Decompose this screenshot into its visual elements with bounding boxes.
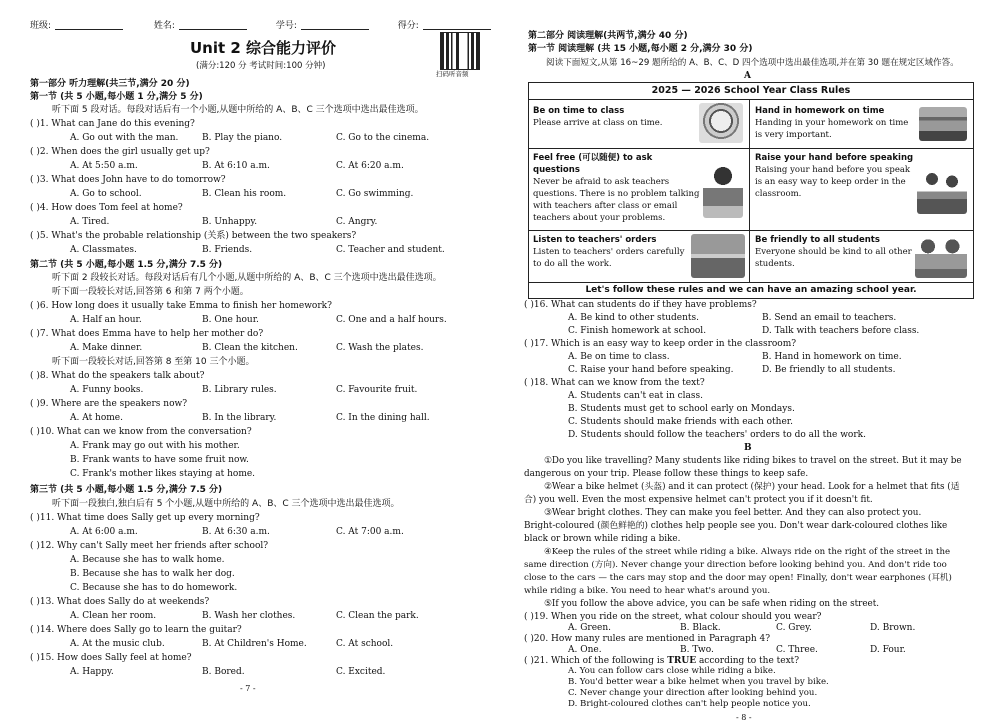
q14-option-a[interactable]: A. At the music club. bbox=[70, 639, 165, 649]
passage-b-p4-cont3: while riding a bike. You need to hear what's around you. bbox=[524, 586, 771, 596]
q19-option-c[interactable]: C. Grey. bbox=[776, 623, 812, 633]
rule-1-title: Be on time to class bbox=[533, 106, 625, 116]
page-subtitle: (满分:120 分 考试时间:100 分钟) bbox=[196, 61, 326, 71]
rule-4-title: Raise your hand before speaking bbox=[755, 153, 914, 163]
sec2-dialog-b: 听下面一段较长对话,回答第 8 至第 10 三个小题。 bbox=[52, 357, 255, 367]
q3-option-a[interactable]: A. Go to school. bbox=[70, 189, 142, 199]
q8-option-a[interactable]: A. Funny books. bbox=[70, 385, 144, 395]
sec2-instructions: 听下面 2 段较长对话。每段对话后有几个小题,从题中所给的 A、B、C 三个选项中选出最佳选项。 bbox=[52, 273, 442, 283]
q21-emphasis: TRUE bbox=[667, 656, 697, 666]
q2-option-a[interactable]: A. At 5:50 a.m. bbox=[70, 161, 138, 171]
q21-stem-end: according to the text? bbox=[696, 656, 800, 666]
q6-option-a[interactable]: A. Half an hour. bbox=[70, 315, 142, 325]
class-rules-table bbox=[528, 82, 974, 299]
q7-option-b[interactable]: B. Clean the kitchen. bbox=[202, 343, 298, 353]
q1-option-a[interactable]: A. Go out with the man. bbox=[70, 133, 179, 143]
question-12: ( )12. Why can't Sally meet her friends after school? bbox=[30, 541, 269, 551]
q17-option-b[interactable]: B. Hand in homework on time. bbox=[762, 352, 902, 362]
q10-option-a[interactable]: A. Frank may go out with his mother. bbox=[70, 441, 240, 451]
q5-option-a[interactable]: A. Classmates. bbox=[70, 245, 137, 255]
q20-option-d[interactable]: D. Four. bbox=[870, 645, 906, 655]
q16-option-d[interactable]: D. Talk with teachers before class. bbox=[762, 326, 920, 336]
classroom-icon bbox=[691, 234, 745, 278]
question-4: ( )4. How does Tom feel at home? bbox=[30, 203, 183, 213]
left-page bbox=[0, 0, 500, 711]
q18-option-a[interactable]: A. Students can't eat in class. bbox=[568, 391, 704, 401]
class-blank[interactable] bbox=[55, 29, 123, 30]
q9-option-b[interactable]: B. In the library. bbox=[202, 413, 277, 423]
q4-option-a[interactable]: A. Tired. bbox=[70, 217, 110, 227]
sec1-heading: 第一节 (共 5 小题,每小题 1 分,满分 5 分) bbox=[30, 92, 203, 102]
q15-option-a[interactable]: A. Happy. bbox=[70, 667, 114, 677]
question-6: ( )6. How long does it usually take Emma to finish her homework? bbox=[30, 301, 332, 311]
q8-option-c[interactable]: C. Favourite fruit. bbox=[336, 385, 418, 395]
rule-5-title: Listen to teachers' orders bbox=[533, 235, 657, 245]
passage-b-p3-cont2: black or brown while riding a bike. bbox=[524, 534, 681, 544]
id-label: 学号: bbox=[275, 21, 297, 31]
q13-option-c[interactable]: C. Clean the park. bbox=[336, 611, 419, 621]
rule-4-text: Raising your hand before you speak is an easy way to keep order in the classroom. bbox=[755, 165, 911, 199]
question-20: ( )20. How many rules are mentioned in Paragraph 4? bbox=[524, 634, 771, 644]
rule-cell-1 bbox=[529, 99, 750, 149]
passage-b-p4-cont2: close to the cars — the cars may stop and the door may open! Finally, don't wear earphones (耳机) bbox=[524, 573, 952, 583]
question-1: ( )1. What can Jane do this evening? bbox=[30, 119, 195, 129]
score-label: 得分: bbox=[397, 21, 419, 31]
q20-option-c[interactable]: C. Three. bbox=[776, 645, 818, 655]
name-blank[interactable] bbox=[179, 29, 247, 30]
q3-option-b[interactable]: B. Clean his room. bbox=[202, 189, 287, 199]
q13-option-a[interactable]: A. Clean her room. bbox=[70, 611, 157, 621]
q10-option-b[interactable]: B. Frank wants to have some fruit now. bbox=[70, 455, 249, 465]
question-9: ( )9. Where are the speakers now? bbox=[30, 399, 188, 409]
q17-option-c[interactable]: C. Raise your hand before speaking. bbox=[568, 365, 734, 375]
rule-cell-2 bbox=[749, 99, 973, 149]
q17-option-d[interactable]: D. Be friendly to all students. bbox=[762, 365, 896, 375]
rule-3-title: Feel free (可以随便) to ask questions bbox=[533, 153, 653, 175]
q18-option-b[interactable]: B. Students must get to school early on Mondays. bbox=[568, 404, 795, 414]
rule-1-text: Please arrive at class on time. bbox=[533, 118, 663, 128]
passage-b-p5: ⑤If you follow the above advice, you can be safe when riding on the street. bbox=[544, 599, 880, 609]
sec1-instructions: 听下面 5 段对话。每段对话后有一个小题,从题中所给的 A、B、C 三个选项中选出最佳选项。 bbox=[52, 105, 424, 115]
qr-caption: 扫码听音频 bbox=[436, 70, 469, 78]
q8-option-b[interactable]: B. Library rules. bbox=[202, 385, 277, 395]
q7-option-a[interactable]: A. Make dinner. bbox=[70, 343, 143, 353]
q18-option-c[interactable]: C. Students should make friends with each other. bbox=[568, 417, 793, 427]
clock-icon bbox=[699, 103, 743, 143]
passage-b-p1: ①Do you like travelling? Many students like riding bikes to travel on the street. But it may be bbox=[544, 456, 962, 466]
q20-option-a[interactable]: A. One. bbox=[568, 645, 602, 655]
q13-option-b[interactable]: B. Wash her clothes. bbox=[202, 611, 296, 621]
q7-option-c[interactable]: C. Wash the plates. bbox=[336, 343, 424, 353]
q21-stem-start: ( )21. Which of the following is bbox=[524, 656, 668, 666]
passage-b-p2: ②Wear a bike helmet (头盔) and it can protect (保护) your head. Look for a helmet that fits (适 bbox=[544, 482, 960, 492]
passage-b-p2-cont: 合) you well. Even the most expensive helmet can't protect you if it doesn't fit. bbox=[524, 495, 873, 505]
passage-b-label: B bbox=[744, 443, 752, 453]
question-3: ( )3. What does John have to do tomorrow? bbox=[30, 175, 226, 185]
q11-option-b[interactable]: B. At 6:30 a.m. bbox=[202, 527, 270, 537]
passage-b-p4: ④Keep the rules of the street while riding a bike. Always ride on the right of the street in the bbox=[544, 547, 951, 557]
rule-cell-5 bbox=[529, 230, 750, 282]
q16-option-a[interactable]: A. Be kind to other students. bbox=[568, 313, 700, 323]
question-11: ( )11. What time does Sally get up every morning? bbox=[30, 513, 260, 523]
q1-option-c[interactable]: C. Go to the cinema. bbox=[336, 133, 430, 143]
question-15: ( )15. How does Sally feel at home? bbox=[30, 653, 192, 663]
rule-cell-4 bbox=[749, 148, 973, 231]
q2-option-c[interactable]: C. At 6:20 a.m. bbox=[336, 161, 404, 171]
q6-option-c[interactable]: C. One and a half hours. bbox=[336, 315, 447, 325]
student-thinking-icon bbox=[703, 158, 743, 218]
q15-option-b[interactable]: B. Bored. bbox=[202, 667, 245, 677]
rule-cell-6 bbox=[749, 230, 973, 282]
question-7: ( )7. What does Emma have to help her mother do? bbox=[30, 329, 264, 339]
question-18: ( )18. What can we know from the text? bbox=[524, 378, 705, 388]
rule-3-text: Never be afraid to ask teachers questions. There is no problem talking with teachers after class or email teachers about your problems. bbox=[533, 177, 700, 223]
question-17: ( )17. Which is an easy way to keep order in the classroom? bbox=[524, 339, 797, 349]
q11-option-c[interactable]: C. At 7:00 a.m. bbox=[336, 527, 404, 537]
books-icon bbox=[919, 107, 967, 141]
q19-option-b[interactable]: B. Black. bbox=[680, 623, 721, 633]
q9-option-a[interactable]: A. At home. bbox=[70, 413, 123, 423]
passage-b-p1-cont: dangerous on your trip. Please follow these things to keep safe. bbox=[524, 469, 809, 479]
question-14: ( )14. Where does Sally go to learn the guitar? bbox=[30, 625, 242, 635]
id-blank[interactable] bbox=[301, 29, 369, 30]
q2-option-b[interactable]: B. At 6:10 a.m. bbox=[202, 161, 270, 171]
q14-option-c[interactable]: C. At school. bbox=[336, 639, 394, 649]
raising-hands-icon bbox=[917, 164, 967, 214]
question-13: ( )13. What does Sally do at weekends? bbox=[30, 597, 210, 607]
table-title: 2025 — 2026 School Year Class Rules bbox=[529, 83, 973, 100]
question-8: ( )8. What do the speakers talk about? bbox=[30, 371, 205, 381]
q3-option-c[interactable]: C. Go swimming. bbox=[336, 189, 414, 199]
part2-heading: 第二部分 阅读理解(共两节,满分 40 分) bbox=[528, 31, 688, 41]
q11-option-a[interactable]: A. At 6:00 a.m. bbox=[70, 527, 138, 537]
q16-option-b[interactable]: B. Send an email to teachers. bbox=[762, 313, 897, 323]
sec2-heading: 第二节 (共 5 小题,每小题 1.5 分,满分 7.5 分) bbox=[30, 260, 223, 270]
question-5: ( )5. What's the probable relationship (关系) between the two speakers? bbox=[30, 231, 357, 241]
q1-option-b[interactable]: B. Play the piano. bbox=[202, 133, 283, 143]
q16-option-c[interactable]: C. Finish homework at school. bbox=[568, 326, 707, 336]
q12-option-c[interactable]: C. Because she has to do homework. bbox=[70, 583, 238, 593]
question-10: ( )10. What can we know from the conversation? bbox=[30, 427, 252, 437]
passage-b-p3-cont: Bright-coloured (颜色鲜艳的) clothes help people see you. Don't wear dark-coloured clothes like bbox=[524, 521, 948, 531]
q21-option-b[interactable]: B. You'd better wear a bike helmet when you travel by bike. bbox=[568, 677, 829, 687]
q9-option-c[interactable]: C. In the dining hall. bbox=[336, 413, 430, 423]
reading-instructions: 阅读下面短文,从第 16~29 题所给的 A、B、C、D 四个选项中选出最佳选项,并在第 30 题在规定区域作答。 bbox=[546, 58, 959, 68]
rule-6-title: Be friendly to all students bbox=[755, 235, 880, 245]
score-blank[interactable] bbox=[423, 29, 491, 30]
q19-option-d[interactable]: D. Brown. bbox=[870, 623, 916, 633]
question-16: ( )16. What can students do if they have problems? bbox=[524, 300, 757, 310]
q19-option-a[interactable]: A. Green. bbox=[568, 623, 612, 633]
header-fields bbox=[30, 20, 491, 34]
sec3-heading: 第三节 (共 5 小题,每小题 1.5 分,满分 7.5 分) bbox=[30, 485, 223, 495]
page-title: Unit 2 综合能力评价 bbox=[190, 39, 337, 57]
q15-option-c[interactable]: C. Excited. bbox=[336, 667, 386, 677]
page-number: - 7 - bbox=[240, 684, 256, 693]
q5-option-c[interactable]: C. Teacher and student. bbox=[336, 245, 445, 255]
q21-option-c[interactable]: C. Never change your direction after looking behind you. bbox=[568, 688, 818, 698]
sec2-dialog-a: 听下面一段较长对话,回答第 6 和第 7 两个小题。 bbox=[52, 287, 249, 297]
passage-a-label: A bbox=[744, 71, 751, 81]
q6-option-b[interactable]: B. One hour. bbox=[202, 315, 259, 325]
q17-option-a[interactable]: A. Be on time to class. bbox=[568, 352, 670, 362]
qr-code-icon[interactable] bbox=[440, 32, 480, 70]
q4-option-b[interactable]: B. Unhappy. bbox=[202, 217, 258, 227]
name-label: 姓名: bbox=[153, 21, 175, 31]
rule-2-text: Handing in your homework on time is very important. bbox=[755, 118, 909, 140]
q5-option-b[interactable]: B. Friends. bbox=[202, 245, 253, 255]
question-2: ( )2. When does the girl usually get up? bbox=[30, 147, 210, 157]
part1-heading: 第一部分 听力理解(共三节,满分 20 分) bbox=[30, 79, 190, 89]
rule-cell-3 bbox=[529, 148, 750, 231]
class-label: 班级: bbox=[30, 21, 52, 31]
rule-2-title: Hand in homework on time bbox=[755, 106, 885, 116]
rule-6-text: Everyone should be kind to all other students. bbox=[755, 247, 912, 269]
rule-5-text: Listen to teachers' orders carefully to do all the work. bbox=[533, 247, 685, 269]
q21-option-a[interactable]: A. You can follow cars close while riding a bike. bbox=[568, 666, 776, 676]
sec3-instructions: 听下面一段独白,独白后有 5 个小题,从题中所给的 A、B、C 三个选项中选出最佳选项。 bbox=[52, 499, 400, 509]
reading-sec1-heading: 第一节 阅读理解 (共 15 小题,每小题 2 分,满分 30 分) bbox=[528, 44, 753, 54]
passage-b-p3: ③Wear bright clothes. They can make you feel better. And they can also protect you. bbox=[544, 508, 922, 518]
q4-option-c[interactable]: C. Angry. bbox=[336, 217, 378, 227]
friends-icon bbox=[915, 234, 967, 278]
table-footer: Let's follow these rules and we can have an amazing school year. bbox=[529, 282, 973, 298]
page-number-right: - 8 - bbox=[736, 713, 752, 722]
q10-option-c[interactable]: C. Frank's mother likes staying at home. bbox=[70, 469, 256, 479]
q12-option-b[interactable]: B. Because she has to walk her dog. bbox=[70, 569, 235, 579]
q21-option-d[interactable]: D. Bright-coloured clothes can't help people notice you. bbox=[568, 699, 811, 709]
q12-option-a[interactable]: A. Because she has to walk home. bbox=[70, 555, 225, 565]
question-19: ( )19. When you ride on the street, what colour should you wear? bbox=[524, 612, 822, 622]
q18-option-d[interactable]: D. Students should follow the teachers' orders to do all the work. bbox=[568, 430, 866, 440]
passage-b-p4-cont: same direction (方向). Never change your direction before looking behind you. And don't ride too bbox=[524, 560, 947, 570]
q20-option-b[interactable]: B. Two. bbox=[680, 645, 714, 655]
q14-option-b[interactable]: B. At Children's Home. bbox=[202, 639, 307, 649]
